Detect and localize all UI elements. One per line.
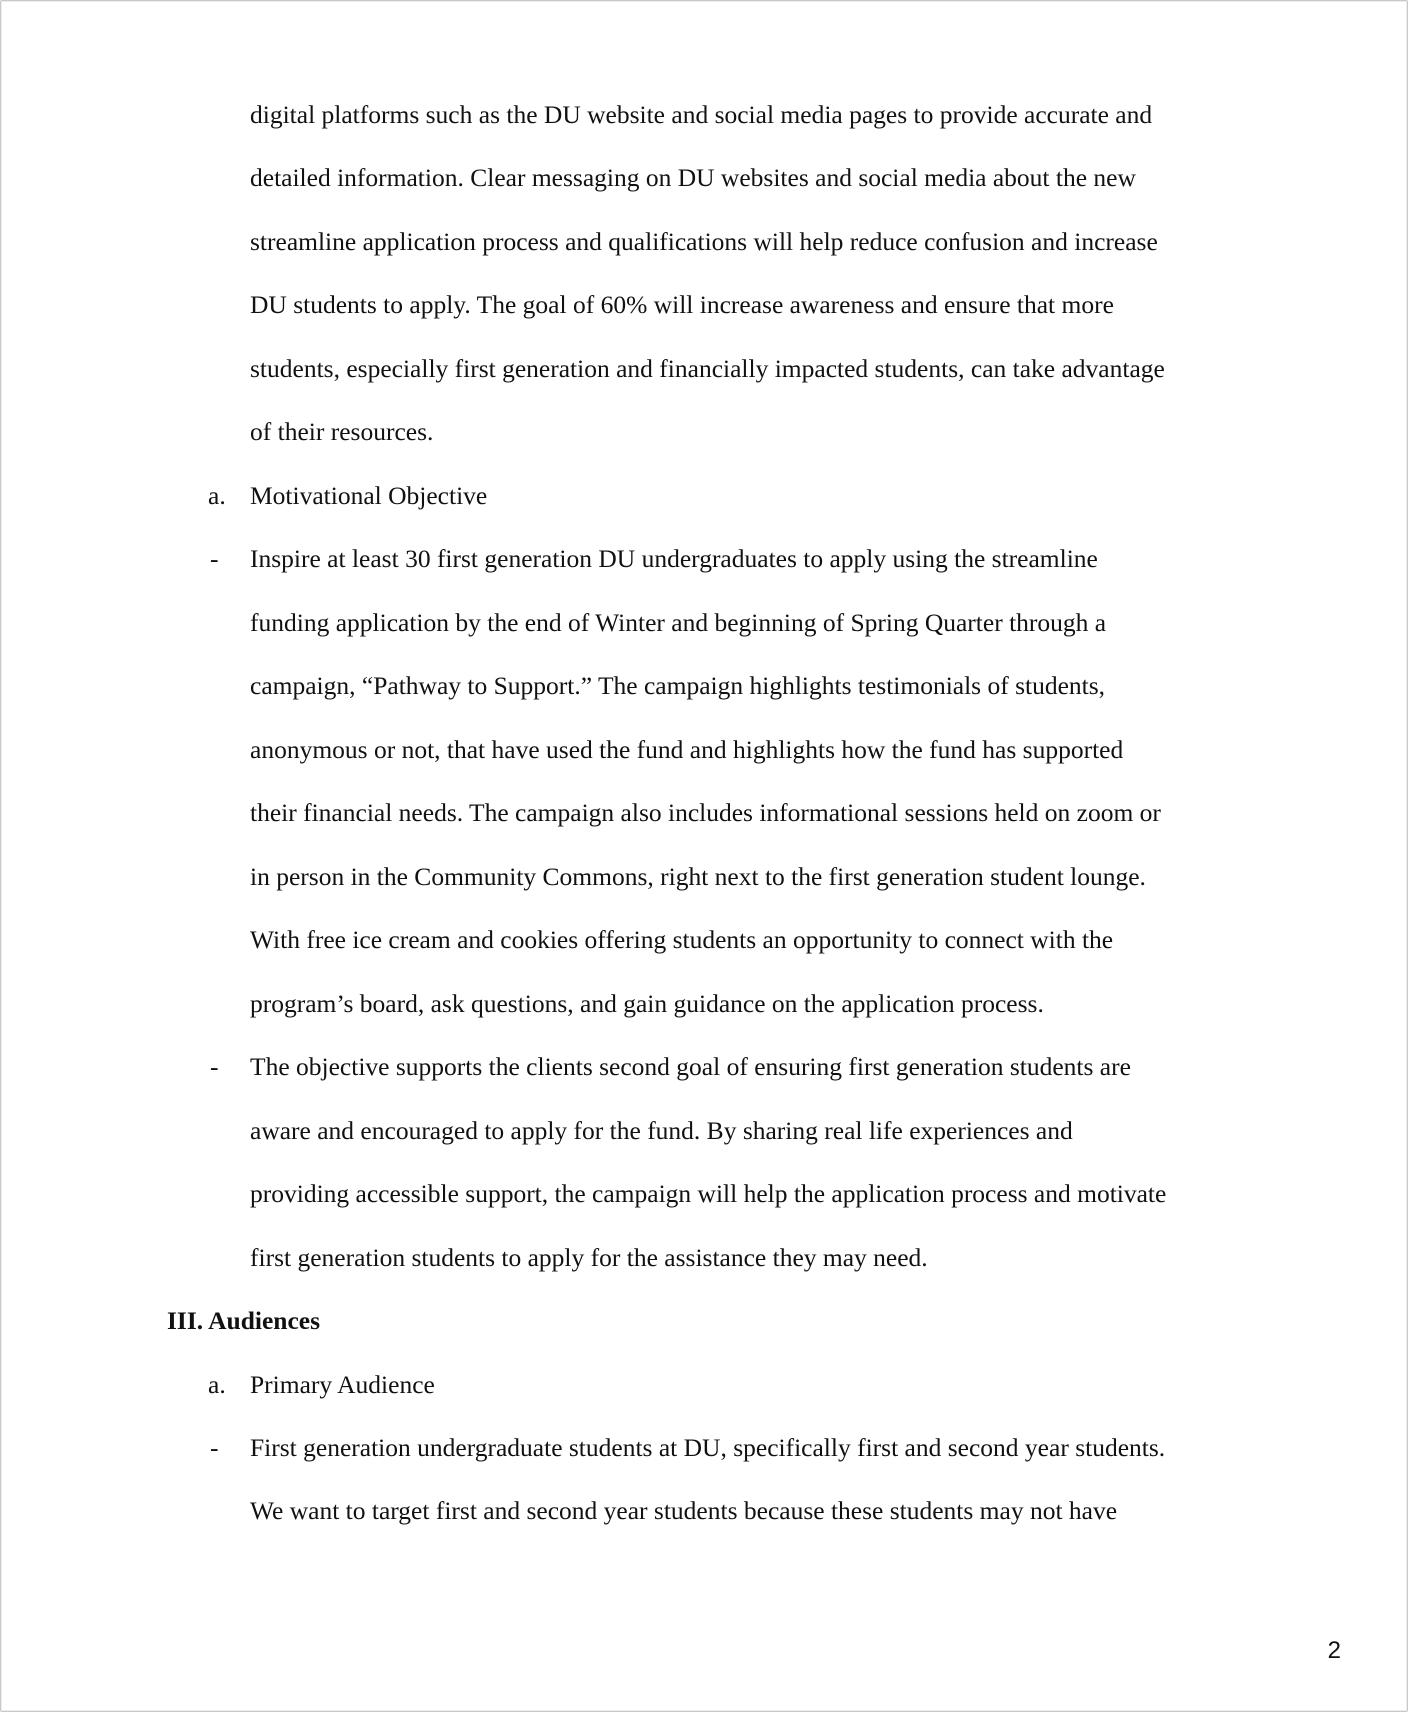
bullet-line: their financial needs. The campaign also includes informational sessions held on zoom or bbox=[250, 798, 1161, 827]
bullet-line: first generation students to apply for the assistance they may need. bbox=[250, 1243, 928, 1272]
subsection-title-primary-audience: Primary Audience bbox=[250, 1370, 435, 1399]
bullet-line: aware and encouraged to apply for the fund. By sharing real life experiences and bbox=[250, 1116, 1073, 1145]
paragraph-line: digital platforms such as the DU website and social media pages to provide accurate and bbox=[250, 100, 1153, 129]
paragraph-line: streamline application process and qualifications will help reduce confusion and increase bbox=[250, 227, 1158, 256]
paragraph-line: students, especially first generation and financially impacted students, can take advantage bbox=[250, 354, 1165, 383]
bullet-dash: - bbox=[210, 1433, 219, 1462]
bullet-line: With free ice cream and cookies offering students an opportunity to connect with the bbox=[250, 925, 1114, 954]
list-marker-a: a. bbox=[208, 481, 226, 510]
paragraph-line: of their resources. bbox=[250, 417, 434, 446]
bullet-line: First generation undergraduate students at DU, specifically first and second year students. bbox=[250, 1433, 1166, 1462]
page-number: 2 bbox=[1327, 1637, 1341, 1664]
bullet-line: The objective supports the clients second goal of ensuring first generation students are bbox=[250, 1052, 1131, 1081]
bullet-line: We want to target first and second year students because these students may not have bbox=[250, 1496, 1118, 1525]
subsection-title-motivational-objective: Motivational Objective bbox=[250, 481, 488, 510]
section-heading-audiences: III. Audiences bbox=[167, 1306, 321, 1335]
bullet-line: funding application by the end of Winter and beginning of Spring Quarter through a bbox=[250, 608, 1107, 637]
bullet-line: providing accessible support, the campaign will help the application process and motivate bbox=[250, 1179, 1167, 1208]
bullet-line: campaign, “Pathway to Support.” The campaign highlights testimonials of students, bbox=[250, 671, 1106, 700]
bullet-line: in person in the Community Commons, right next to the first generation student lounge. bbox=[250, 862, 1146, 891]
bullet-line: anonymous or not, that have used the fund and highlights how the fund has supported bbox=[250, 735, 1124, 764]
bullet-dash: - bbox=[210, 1052, 219, 1081]
list-marker-a: a. bbox=[208, 1370, 226, 1399]
bullet-dash: - bbox=[210, 544, 219, 573]
paragraph-line: DU students to apply. The goal of 60% will increase awareness and ensure that more bbox=[250, 290, 1114, 319]
bullet-line: program’s board, ask questions, and gain guidance on the application process. bbox=[250, 989, 1044, 1018]
paragraph-line: detailed information. Clear messaging on DU websites and social media about the new bbox=[250, 163, 1136, 192]
bullet-line: Inspire at least 30 first generation DU undergraduates to apply using the streamline bbox=[250, 544, 1098, 573]
